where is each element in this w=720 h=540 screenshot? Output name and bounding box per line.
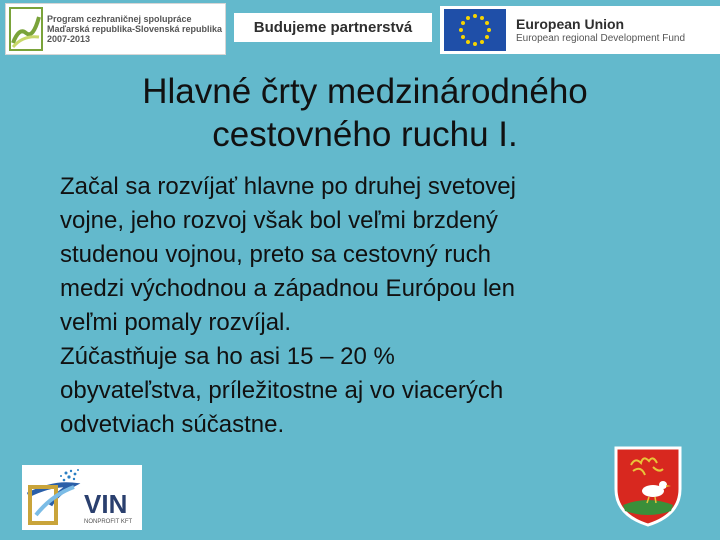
partnership-logo-text: Budujeme partnerstvá <box>253 19 413 36</box>
header-logos <box>0 0 720 60</box>
bullet-2-line-2: obyvateľstva, príležitostne aj vo viacerých <box>60 377 504 404</box>
eu-flag-icon <box>444 9 506 51</box>
bullet-2-line-3: odvetviach súčastne. <box>60 411 285 438</box>
vin-logo-icon <box>22 465 142 530</box>
slide-title-line-2: cestovného ruchu I. <box>212 115 518 154</box>
bullet-1-line-2: vojne, jeho rozvoj však bol veľmi brzdený <box>60 207 498 234</box>
eu-logo-subtitle: European regional Development Fund <box>516 32 685 44</box>
vin-logo <box>22 465 142 530</box>
eu-logo <box>440 6 720 54</box>
vin-logo-subtext: NONPROFIT KFT <box>84 519 133 525</box>
bullet-1-line-5: veľmi pomaly rozvíjal. <box>60 309 292 336</box>
bullet-2-line-1: Zúčastňuje sa ho asi 15 – 20 % <box>60 343 395 370</box>
program-logo-line-2: Maďarská republika-Slovenská republika <box>47 24 223 34</box>
vin-logo-text: VIN <box>84 489 128 519</box>
eu-logo-title: European Union <box>516 15 625 32</box>
partnership-logo <box>234 13 432 42</box>
bullet-list <box>60 170 710 442</box>
program-logo-line-3: 2007-2013 <box>47 34 91 44</box>
coat-of-arms-icon <box>613 445 683 527</box>
bullet-1-line-3: studenou vojnou, preto sa cestovný ruch <box>60 241 491 268</box>
bullet-item <box>60 340 710 442</box>
program-logo-icon <box>9 7 43 51</box>
program-logo-line-1: Program cezhraničnej spolupráce <box>47 14 192 24</box>
bullet-item <box>60 170 710 340</box>
slide-title <box>60 70 670 156</box>
bullet-1-line-1: Začal sa rozvíjať hlavne po druhej svetovej <box>60 173 516 200</box>
slide-title-line-1: Hlavné črty medzinárodného <box>142 72 588 111</box>
coat-of-arms <box>613 445 683 527</box>
bullet-1-line-4: medzi východnou a západnou Európou len <box>60 275 515 302</box>
program-logo <box>5 3 226 55</box>
